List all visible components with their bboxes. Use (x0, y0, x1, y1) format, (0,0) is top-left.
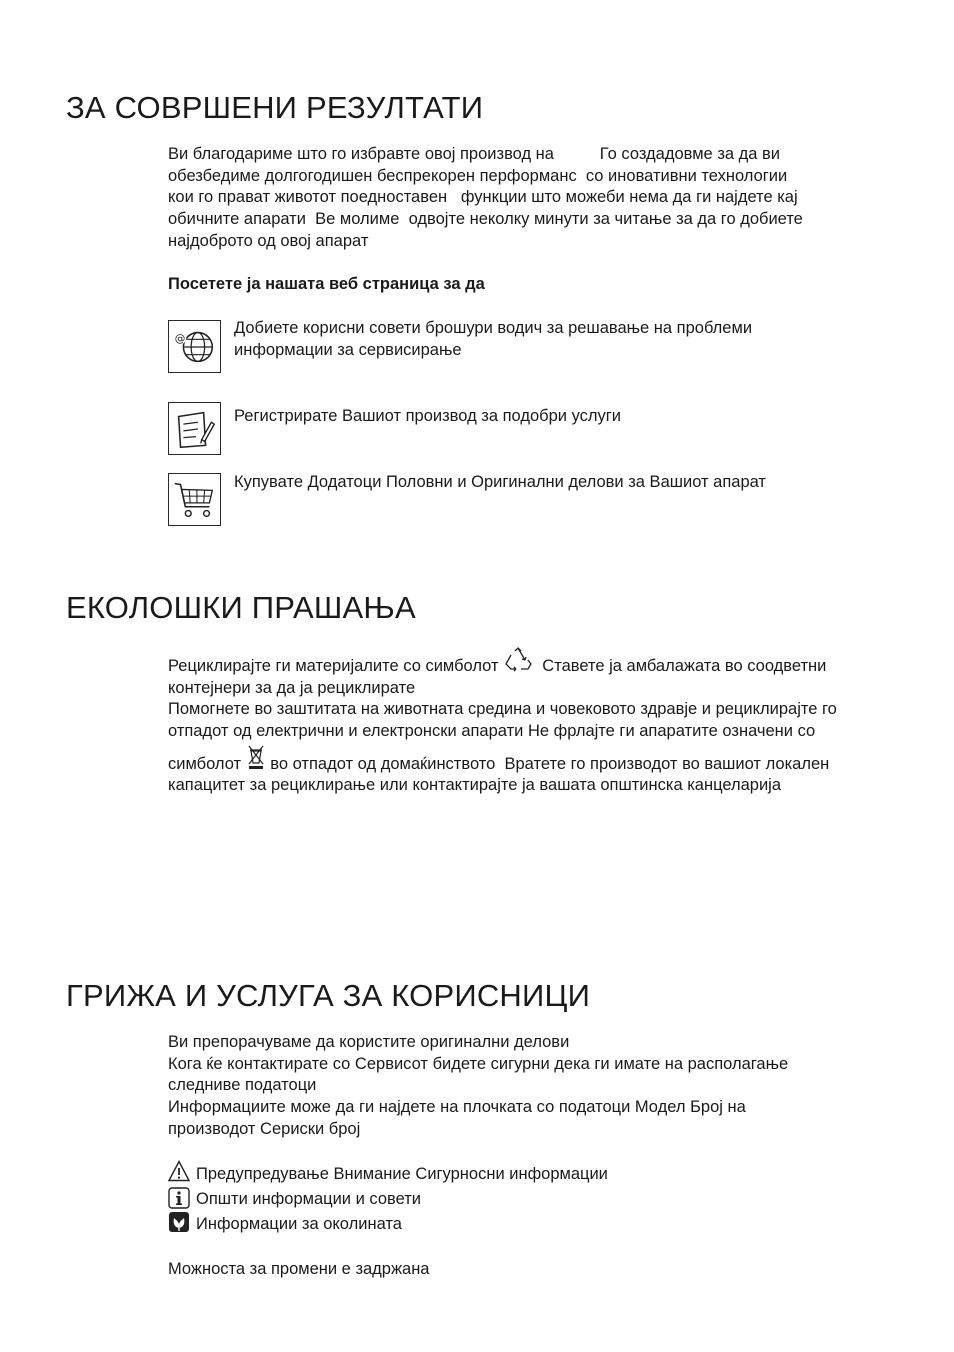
environment-paragraph (168, 656, 837, 797)
legend-warning-text: Предупредување Внимание Сигурносни информации (196, 1165, 608, 1183)
benefit-line: Купувате Додатоци Половни и Оригинални делови за Вашиот апарат (234, 473, 766, 491)
benefit-item (234, 406, 621, 428)
crossed-bin-icon (246, 756, 266, 778)
info-icon (168, 1187, 190, 1209)
env-line: Помогнете во заштитата на животната средина и човековото здравје и рециклирајте го (168, 700, 837, 719)
section-heading-customer-care: ГРИЖА И УСЛУГА ЗА КОРИСНИЦИ (66, 978, 591, 1013)
env-text: Рециклирајте ги материјалите со симболот (168, 657, 504, 675)
intro-line: Ви благодариме што го избравте овој производ на Го создадовме за да ви (168, 145, 781, 163)
recycle-icon (503, 658, 533, 680)
care-line: Ви препорачуваме да користите оригинални делови (168, 1033, 570, 1051)
customer-care-paragraph (168, 1032, 788, 1140)
register-notepad-icon (168, 402, 221, 455)
warning-triangle-icon (168, 1160, 190, 1182)
environment-leaf-icon (168, 1211, 190, 1233)
legend-info-text: Општи информации и совети (196, 1190, 422, 1208)
env-line: капацитет за рециклирање или контактирајте ја вашата општинска канцеларија (168, 776, 782, 795)
section-heading-environment: ЕКОЛОШКИ ПРАШАЊА (66, 590, 416, 625)
env-text: симболот (168, 754, 246, 773)
env-text: Ставете ја амбалажата во соодветни (533, 657, 827, 675)
env-line (168, 754, 837, 776)
footer-note: Можноста за промени е задржана (168, 1260, 430, 1278)
intro-line: обезбедиме долгогодишен беспрекорен перформанс со иновативни технологии (168, 166, 788, 185)
env-text: во отпадот од домаќинството Вратете го производот во вашиот локален (265, 754, 830, 773)
care-line: производот Сериски број (168, 1119, 361, 1138)
benefit-item (234, 472, 766, 494)
care-line: Кога ќе контактирате со Сервисот бидете сигурни дека ги имате на располагање (168, 1054, 789, 1073)
benefit-line: Регистрирате Вашиот производ за подобри услуги (234, 407, 622, 425)
section-heading-results: ЗА СОВРШЕНИ РЕЗУЛТАТИ (66, 90, 484, 125)
care-line: Информациите може да ги најдете на плочката со податоци Модел Број на (168, 1098, 746, 1117)
env-line (168, 656, 837, 678)
intro-line: обичните апарати Ве молиме одвојте неколку минути за читање за да го добиете (168, 210, 803, 229)
svg-text:@: @ (174, 333, 186, 346)
intro-line: најдоброто од овој апарат (168, 231, 369, 250)
globe-at-icon (168, 320, 221, 373)
legend-environment-text: Информации за околината (196, 1215, 402, 1233)
shopping-cart-icon (168, 473, 221, 526)
visit-website-label: Посетете ја нашата веб страница за да (168, 275, 485, 293)
env-line: отпадот од електрични и електронски апарати Не фрлајте ги апаратите означени со (168, 722, 816, 741)
care-line: следниве податоци (168, 1076, 317, 1095)
intro-paragraph (168, 144, 803, 252)
benefit-line: Добиете корисни совети брошури водич за решавање на проблеми (234, 319, 753, 337)
intro-line: кои го прават животот поедноставен функции што можеби нема да ги најдете кај (168, 188, 798, 207)
benefit-line: информации за сервисирање (234, 340, 462, 359)
env-line: контејнери за да ја рециклирате (168, 678, 416, 697)
benefit-item (234, 318, 752, 361)
